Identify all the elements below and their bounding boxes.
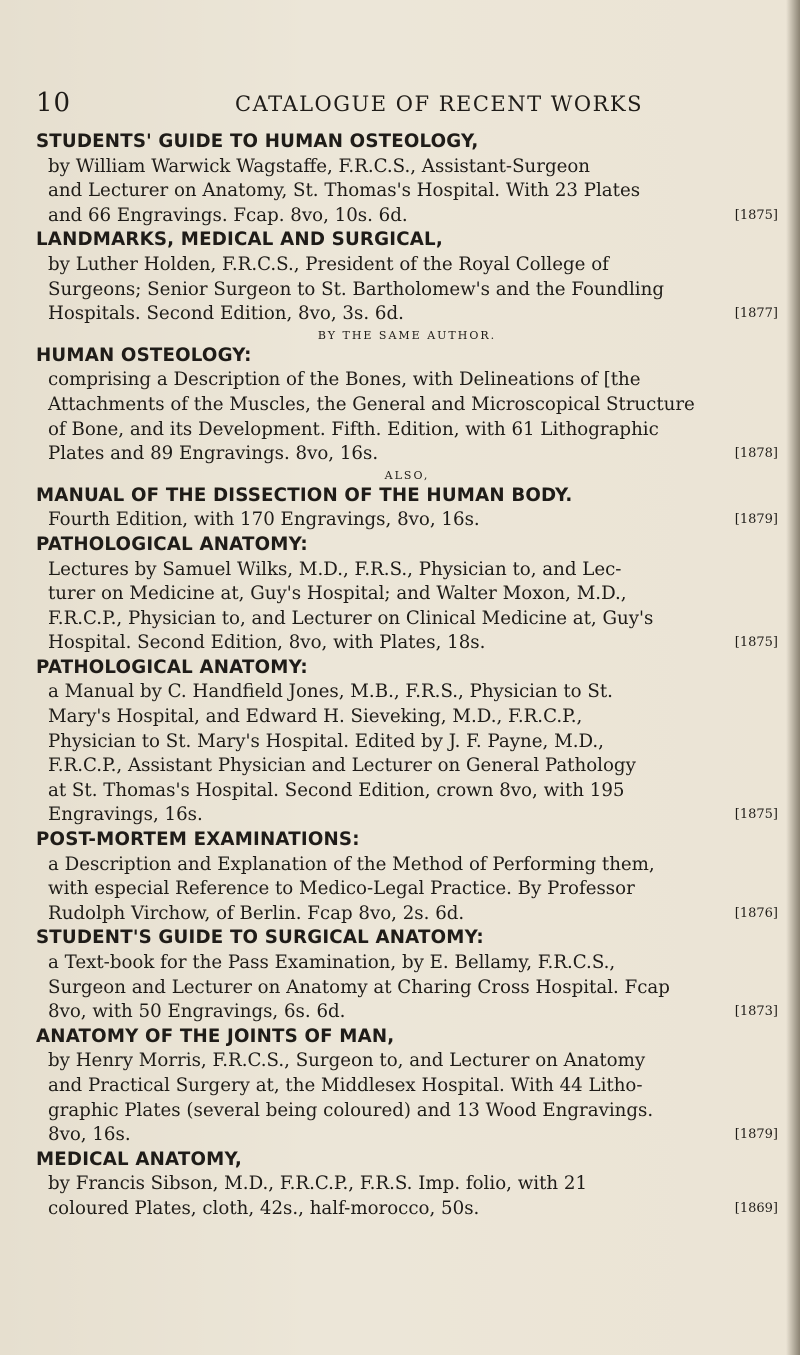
entry-note: ALSO, <box>384 468 430 482</box>
entry-line: Lectures by Samuel Wilks, M.D., F.R.S., Physician to, and Lec- <box>48 558 622 580</box>
entry-line: Hospitals. Second Edition, 8vo, 3s. 6d. [1877] <box>36 302 778 327</box>
entry-line: Surgeon and Lecturer on Anatomy at Charing Cross Hospital. Fcap <box>48 976 670 998</box>
entry-line: coloured Plates, cloth, 42s., half-morocco, 50s. [1869] <box>36 1197 778 1222</box>
entry-line: by Francis Sibson, M.D., F.R.C.P., F.R.S. Imp. folio, with 21 <box>48 1173 588 1195</box>
entry-line: Fourth Edition, with 170 Engravings, 8vo, 16s. [1879] <box>36 508 778 533</box>
entry-line: and Lecturer on Anatomy, St. Thomas's Hospital. With 23 Plates <box>48 180 641 202</box>
entry-title: MANUAL OF THE DISSECTION OF THE HUMAN BODY. <box>36 484 573 506</box>
page-edge-shadow <box>786 0 800 1355</box>
entry-line: of Bone, and its Development. Fifth. Edition, with 61 Lithographic <box>48 418 659 440</box>
entry-title: HUMAN OSTEOLOGY: <box>36 344 252 366</box>
entry-title: MEDICAL ANATOMY, <box>36 1148 242 1170</box>
entry-year: [1879] <box>734 1127 778 1143</box>
entry-line: Mary's Hospital, and Edward H. Sieveking, M.D., F.R.C.P., <box>48 706 583 728</box>
entry-line: and Practical Surgery at, the Middlesex Hospital. With 44 Litho- <box>48 1074 643 1096</box>
entry-year: [1879] <box>734 512 778 528</box>
catalogue-entry <box>36 926 778 1024</box>
entry-line: Surgeons; Senior Surgeon to St. Bartholomew's and the Foundling <box>48 278 664 300</box>
entry-title: PATHOLOGICAL ANATOMY: <box>36 533 308 555</box>
entry-line: a Manual by C. Handfield Jones, M.B., F.R.S., Physician to St. <box>48 681 613 703</box>
catalogue-entry <box>36 228 778 326</box>
entry-line: at St. Thomas's Hospital. Second Edition, crown 8vo, with 195 <box>48 779 625 801</box>
catalogue-entry <box>36 1148 778 1222</box>
entry-line: Plates and 89 Engravings. 8vo, 16s. [1878] <box>36 442 778 467</box>
entry-line: by Luther Holden, F.R.C.S., President of the Royal College of <box>48 253 609 275</box>
catalogue-entry <box>36 656 778 828</box>
entry-title: STUDENTS' GUIDE TO HUMAN OSTEOLOGY, <box>36 131 479 152</box>
entry-note: BY THE SAME AUTHOR. <box>317 328 497 342</box>
entry-line: F.R.C.P., Physician to, and Lecturer on Clinical Medicine at, Guy's <box>48 607 654 629</box>
entry-line: 8vo, with 50 Engravings, 6s. 6d. [1873] <box>36 1000 778 1025</box>
entry-line: Rudolph Virchow, of Berlin. Fcap 8vo, 2s. 6d. [1876] <box>36 902 778 927</box>
entry-line: comprising a Description of the Bones, with Delineations of [the <box>48 369 641 391</box>
entry-line: graphic Plates (several being coloured) and 13 Wood Engravings. <box>48 1099 654 1121</box>
entry-title: STUDENT'S GUIDE TO SURGICAL ANATOMY: <box>36 927 484 949</box>
catalogue-entry <box>36 1025 778 1148</box>
entry-year: [1878] <box>734 446 778 462</box>
entry-line: with especial Reference to Medico-Legal Practice. By Professor <box>48 878 635 900</box>
entry-line: a Description and Explanation of the Method of Performing them, <box>48 853 655 875</box>
entry-line: 8vo, 16s. [1879] <box>36 1123 778 1148</box>
entry-title: POST-MORTEM EXAMINATIONS: <box>36 829 360 851</box>
entry-year: [1875] <box>734 635 778 651</box>
running-title: CATALOGUE OF RECENT WORKS <box>235 92 643 116</box>
entry-line: F.R.C.P., Assistant Physician and Lecturer on General Pathology <box>48 755 636 777</box>
catalogue-entry <box>36 828 778 926</box>
entry-line: Attachments of the Muscles, the General and Microscopical Structure <box>48 393 695 415</box>
entry-line: Physician to St. Mary's Hospital. Edited by J. F. Payne, M.D., <box>48 730 604 752</box>
page-header <box>0 88 800 118</box>
catalogue-entry <box>36 130 778 228</box>
entry-line: a Text-book for the Pass Examination, by E. Bellamy, F.R.C.S., <box>48 952 616 973</box>
entry-title: ANATOMY OF THE JOINTS OF MAN, <box>36 1025 395 1047</box>
entry-line: turer on Medicine at, Guy's Hospital; and Walter Moxon, M.D., <box>48 583 627 605</box>
catalogue-entry <box>36 533 778 656</box>
page-number: 10 <box>36 88 72 118</box>
catalogue-entry <box>36 467 778 533</box>
catalogue-list <box>36 130 778 1222</box>
entry-line: by William Warwick Wagstaffe, F.R.C.S., Assistant-Surgeon <box>48 155 591 177</box>
entry-line: Hospital. Second Edition, 8vo, with Plates, 18s. [1875] <box>36 631 778 656</box>
entry-year: [1869] <box>734 1200 778 1216</box>
entry-line: by Henry Morris, F.R.C.S., Surgeon to, and Lecturer on Anatomy <box>48 1050 646 1072</box>
entry-line: Engravings, 16s. [1875] <box>36 803 778 828</box>
entry-year: [1876] <box>734 905 778 921</box>
entry-line: and 66 Engravings. Fcap. 8vo, 10s. 6d. [1875] <box>36 204 778 229</box>
entry-year: [1875] <box>734 207 778 223</box>
entry-title: PATHOLOGICAL ANATOMY: <box>36 656 308 678</box>
entry-title: LANDMARKS, MEDICAL AND SURGICAL, <box>36 229 443 251</box>
entry-year: [1875] <box>734 807 778 823</box>
entry-year: [1877] <box>734 306 778 322</box>
catalogue-entry <box>36 327 778 467</box>
entry-year: [1873] <box>734 1004 778 1020</box>
